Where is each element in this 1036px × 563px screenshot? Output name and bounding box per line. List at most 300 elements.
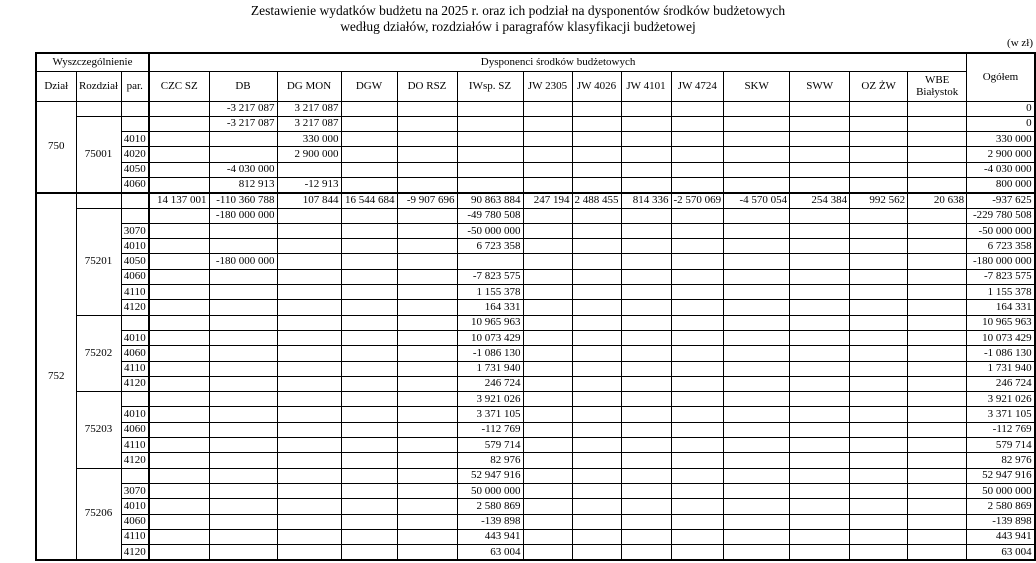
value-cell xyxy=(397,116,457,131)
value-cell xyxy=(671,499,724,514)
value-cell: 1 731 940 xyxy=(457,361,523,376)
value-cell xyxy=(908,132,967,147)
value-cell xyxy=(149,162,209,177)
value-cell xyxy=(397,514,457,529)
value-cell xyxy=(209,285,277,300)
value-cell xyxy=(908,453,967,468)
value-cell xyxy=(341,438,397,453)
table-row xyxy=(36,545,1035,560)
value-cell xyxy=(621,422,671,437)
value-cell xyxy=(209,300,277,315)
table-row xyxy=(36,300,1035,315)
value-cell xyxy=(850,422,908,437)
value-cell xyxy=(621,315,671,330)
value-cell xyxy=(908,147,967,162)
table-row xyxy=(36,193,1035,208)
value-cell xyxy=(572,147,621,162)
value-cell xyxy=(523,514,572,529)
value-cell xyxy=(341,392,397,407)
value-cell xyxy=(621,438,671,453)
value-cell xyxy=(397,361,457,376)
value-cell xyxy=(341,483,397,498)
value-cell: 443 941 xyxy=(967,529,1035,544)
paragraf-cell xyxy=(121,392,149,407)
value-cell xyxy=(790,529,850,544)
value-cell xyxy=(523,483,572,498)
value-cell xyxy=(621,132,671,147)
table-row xyxy=(36,514,1035,529)
value-cell: 63 004 xyxy=(967,545,1035,560)
value-cell xyxy=(523,162,572,177)
col-header: par. xyxy=(121,71,149,101)
value-cell: 82 976 xyxy=(967,453,1035,468)
value-cell xyxy=(908,545,967,560)
value-cell: 16 544 684 xyxy=(341,193,397,208)
value-cell xyxy=(209,422,277,437)
value-cell xyxy=(572,483,621,498)
value-cell xyxy=(850,453,908,468)
value-cell xyxy=(908,422,967,437)
value-cell xyxy=(572,438,621,453)
value-cell xyxy=(397,101,457,116)
table-row xyxy=(36,177,1035,192)
value-cell: 330 000 xyxy=(277,132,341,147)
value-cell: -3 217 087 xyxy=(209,101,277,116)
value-cell xyxy=(621,101,671,116)
value-cell xyxy=(341,101,397,116)
value-cell xyxy=(341,116,397,131)
value-cell xyxy=(724,132,790,147)
value-cell xyxy=(908,376,967,391)
value-cell: 1 155 378 xyxy=(967,285,1035,300)
value-cell xyxy=(850,392,908,407)
value-cell xyxy=(209,361,277,376)
value-cell xyxy=(621,285,671,300)
value-cell xyxy=(790,483,850,498)
value-cell xyxy=(671,392,724,407)
value-cell: 10 073 429 xyxy=(457,330,523,345)
value-cell: 246 724 xyxy=(967,376,1035,391)
value-cell xyxy=(671,269,724,284)
value-cell xyxy=(572,315,621,330)
value-cell xyxy=(523,330,572,345)
value-cell xyxy=(908,300,967,315)
table-row xyxy=(36,392,1035,407)
value-cell: -1 086 130 xyxy=(457,346,523,361)
value-cell xyxy=(523,453,572,468)
value-cell: 247 194 xyxy=(523,193,572,208)
value-cell xyxy=(621,177,671,192)
value-cell xyxy=(908,116,967,131)
value-cell xyxy=(209,269,277,284)
value-cell xyxy=(149,223,209,238)
paragraf-cell: 4050 xyxy=(121,254,149,269)
value-cell xyxy=(397,132,457,147)
paragraf-cell: 4110 xyxy=(121,438,149,453)
value-cell xyxy=(397,422,457,437)
value-cell xyxy=(908,330,967,345)
paragraf-cell: 4120 xyxy=(121,300,149,315)
value-cell xyxy=(523,361,572,376)
value-cell: -937 625 xyxy=(967,193,1035,208)
value-cell xyxy=(621,376,671,391)
value-cell xyxy=(397,468,457,483)
value-cell xyxy=(209,147,277,162)
value-cell xyxy=(277,468,341,483)
value-cell xyxy=(724,453,790,468)
value-cell xyxy=(621,239,671,254)
value-cell xyxy=(908,529,967,544)
value-cell xyxy=(149,468,209,483)
value-cell xyxy=(149,545,209,560)
paragraf-cell: 3070 xyxy=(121,483,149,498)
value-cell xyxy=(209,529,277,544)
value-cell xyxy=(523,468,572,483)
paragraf-cell: 4120 xyxy=(121,545,149,560)
value-cell: 2 900 000 xyxy=(277,147,341,162)
value-cell: 10 965 963 xyxy=(457,315,523,330)
value-cell xyxy=(724,285,790,300)
paragraf-cell: 4020 xyxy=(121,147,149,162)
paragraf-cell: 4050 xyxy=(121,162,149,177)
value-cell xyxy=(572,514,621,529)
value-cell xyxy=(572,453,621,468)
paragraf-cell: 4060 xyxy=(121,269,149,284)
value-cell: -9 907 696 xyxy=(397,193,457,208)
rozdzial-cell xyxy=(76,101,121,116)
value-cell: 82 976 xyxy=(457,453,523,468)
value-cell xyxy=(341,177,397,192)
value-cell xyxy=(790,407,850,422)
value-cell xyxy=(790,468,850,483)
value-cell xyxy=(790,177,850,192)
value-cell xyxy=(523,315,572,330)
value-cell xyxy=(671,132,724,147)
value-cell xyxy=(341,468,397,483)
value-cell xyxy=(671,254,724,269)
value-cell xyxy=(850,545,908,560)
value-cell: -139 898 xyxy=(457,514,523,529)
value-cell xyxy=(908,208,967,223)
table-row xyxy=(36,483,1035,498)
value-cell xyxy=(149,254,209,269)
rozdzial-cell xyxy=(76,193,121,208)
value-cell xyxy=(671,162,724,177)
table-row xyxy=(36,254,1035,269)
value-cell xyxy=(572,346,621,361)
value-cell xyxy=(397,223,457,238)
table-row xyxy=(36,285,1035,300)
value-cell xyxy=(209,499,277,514)
value-cell xyxy=(790,361,850,376)
value-cell xyxy=(790,330,850,345)
col-header: CZC SZ xyxy=(149,71,209,101)
value-cell xyxy=(908,239,967,254)
value-cell xyxy=(908,514,967,529)
value-cell xyxy=(908,285,967,300)
value-cell xyxy=(149,438,209,453)
value-cell xyxy=(908,269,967,284)
rozdzial-cell: 75201 xyxy=(76,208,121,315)
value-cell: 254 384 xyxy=(790,193,850,208)
value-cell xyxy=(149,147,209,162)
value-cell xyxy=(572,300,621,315)
value-cell xyxy=(341,132,397,147)
value-cell: 50 000 000 xyxy=(967,483,1035,498)
value-cell xyxy=(790,132,850,147)
value-cell xyxy=(523,499,572,514)
value-cell xyxy=(572,422,621,437)
value-cell: 992 562 xyxy=(850,193,908,208)
value-cell: 10 073 429 xyxy=(967,330,1035,345)
table-row xyxy=(36,346,1035,361)
rozdzial-cell: 75203 xyxy=(76,392,121,468)
value-cell xyxy=(572,407,621,422)
value-cell xyxy=(523,376,572,391)
col-header: JW 4026 xyxy=(572,71,621,101)
value-cell xyxy=(908,346,967,361)
value-cell xyxy=(341,208,397,223)
value-cell xyxy=(277,392,341,407)
value-cell xyxy=(277,453,341,468)
value-cell xyxy=(671,514,724,529)
value-cell: -1 086 130 xyxy=(967,346,1035,361)
value-cell xyxy=(523,208,572,223)
value-cell xyxy=(341,223,397,238)
value-cell xyxy=(572,361,621,376)
value-cell xyxy=(724,468,790,483)
value-cell xyxy=(790,208,850,223)
value-cell: -112 769 xyxy=(967,422,1035,437)
value-cell xyxy=(572,208,621,223)
value-cell xyxy=(621,392,671,407)
value-cell xyxy=(149,116,209,131)
value-cell xyxy=(724,483,790,498)
value-cell xyxy=(621,116,671,131)
value-cell xyxy=(341,453,397,468)
value-cell xyxy=(397,300,457,315)
value-cell xyxy=(523,300,572,315)
value-cell xyxy=(572,239,621,254)
value-cell xyxy=(149,177,209,192)
value-cell: 90 863 884 xyxy=(457,193,523,208)
value-cell: -229 780 508 xyxy=(967,208,1035,223)
value-cell: 52 947 916 xyxy=(967,468,1035,483)
paragraf-cell: 4060 xyxy=(121,422,149,437)
value-cell xyxy=(397,529,457,544)
value-cell xyxy=(149,514,209,529)
value-cell xyxy=(277,529,341,544)
table-row xyxy=(36,529,1035,544)
value-cell xyxy=(149,269,209,284)
table-row xyxy=(36,239,1035,254)
value-cell xyxy=(209,453,277,468)
value-cell: 107 844 xyxy=(277,193,341,208)
value-cell xyxy=(790,147,850,162)
table-row xyxy=(36,438,1035,453)
value-cell xyxy=(621,330,671,345)
value-cell xyxy=(341,514,397,529)
value-cell xyxy=(724,239,790,254)
value-cell xyxy=(149,529,209,544)
value-cell xyxy=(523,346,572,361)
value-cell xyxy=(149,407,209,422)
value-cell xyxy=(850,147,908,162)
value-cell: -110 360 788 xyxy=(209,193,277,208)
value-cell xyxy=(621,529,671,544)
value-cell xyxy=(621,254,671,269)
col-header: JW 4724 xyxy=(671,71,724,101)
value-cell xyxy=(724,300,790,315)
value-cell xyxy=(850,330,908,345)
value-cell: -3 217 087 xyxy=(209,116,277,131)
value-cell: -139 898 xyxy=(967,514,1035,529)
value-cell xyxy=(724,407,790,422)
value-cell: 3 371 105 xyxy=(967,407,1035,422)
value-cell xyxy=(850,514,908,529)
value-cell: -2 570 069 xyxy=(671,193,724,208)
paragraf-cell: 4060 xyxy=(121,346,149,361)
value-cell xyxy=(341,239,397,254)
value-cell xyxy=(209,438,277,453)
col-header: Dział xyxy=(36,71,76,101)
value-cell xyxy=(397,346,457,361)
value-cell xyxy=(790,223,850,238)
value-cell xyxy=(149,330,209,345)
value-cell: 579 714 xyxy=(967,438,1035,453)
value-cell xyxy=(397,285,457,300)
value-cell xyxy=(671,346,724,361)
value-cell xyxy=(149,346,209,361)
value-cell xyxy=(209,376,277,391)
value-cell xyxy=(209,392,277,407)
value-cell xyxy=(671,453,724,468)
table-row xyxy=(36,101,1035,116)
value-cell xyxy=(908,361,967,376)
value-cell xyxy=(341,346,397,361)
paragraf-cell: 4010 xyxy=(121,407,149,422)
value-cell xyxy=(724,392,790,407)
value-cell xyxy=(209,407,277,422)
value-cell xyxy=(671,101,724,116)
document-title xyxy=(0,0,1036,35)
value-cell xyxy=(277,422,341,437)
value-cell: 6 723 358 xyxy=(457,239,523,254)
value-cell: -4 030 000 xyxy=(967,162,1035,177)
value-cell xyxy=(572,269,621,284)
value-cell xyxy=(671,407,724,422)
rozdzial-cell: 75202 xyxy=(76,315,121,391)
value-cell xyxy=(149,422,209,437)
value-cell xyxy=(341,499,397,514)
value-cell xyxy=(724,254,790,269)
value-cell xyxy=(523,392,572,407)
value-cell: -180 000 000 xyxy=(209,208,277,223)
value-cell xyxy=(790,315,850,330)
value-cell: -50 000 000 xyxy=(967,223,1035,238)
value-cell xyxy=(572,101,621,116)
value-cell: 0 xyxy=(967,116,1035,131)
value-cell xyxy=(671,147,724,162)
paragraf-cell: 4010 xyxy=(121,132,149,147)
table-row xyxy=(36,422,1035,437)
value-cell xyxy=(149,101,209,116)
col-header: SWW xyxy=(790,71,850,101)
value-cell: 1 731 940 xyxy=(967,361,1035,376)
value-cell xyxy=(850,346,908,361)
value-cell xyxy=(850,361,908,376)
value-cell: 2 900 000 xyxy=(967,147,1035,162)
value-cell xyxy=(850,438,908,453)
col-header: DG MON xyxy=(277,71,341,101)
value-cell xyxy=(850,315,908,330)
value-cell xyxy=(671,468,724,483)
col-header: JW 2305 xyxy=(523,71,572,101)
value-cell xyxy=(850,376,908,391)
value-cell: 3 217 087 xyxy=(277,101,341,116)
col-header: WBE Białystok xyxy=(908,71,967,101)
value-cell xyxy=(621,162,671,177)
value-cell xyxy=(671,545,724,560)
col-header: SKW xyxy=(724,71,790,101)
header-row-groups xyxy=(36,53,1035,71)
paragraf-cell xyxy=(121,101,149,116)
value-cell xyxy=(277,407,341,422)
paragraf-cell: 4060 xyxy=(121,177,149,192)
value-cell xyxy=(621,483,671,498)
value-cell: 2 580 869 xyxy=(457,499,523,514)
value-cell xyxy=(621,453,671,468)
value-cell xyxy=(397,438,457,453)
value-cell xyxy=(277,514,341,529)
value-cell xyxy=(724,529,790,544)
value-cell xyxy=(277,376,341,391)
value-cell xyxy=(850,132,908,147)
value-cell: 2 580 869 xyxy=(967,499,1035,514)
unit-note: (w zł) xyxy=(1007,37,1033,49)
rozdzial-cell: 75206 xyxy=(76,468,121,560)
value-cell xyxy=(397,453,457,468)
value-cell xyxy=(850,529,908,544)
value-cell xyxy=(209,223,277,238)
value-cell xyxy=(149,285,209,300)
col-header: DB xyxy=(209,71,277,101)
value-cell xyxy=(209,239,277,254)
value-cell xyxy=(724,376,790,391)
value-cell xyxy=(277,254,341,269)
value-cell xyxy=(572,330,621,345)
value-cell xyxy=(724,147,790,162)
value-cell: 3 371 105 xyxy=(457,407,523,422)
value-cell xyxy=(790,269,850,284)
value-cell xyxy=(790,392,850,407)
table-row xyxy=(36,407,1035,422)
value-cell xyxy=(397,147,457,162)
value-cell xyxy=(457,254,523,269)
value-cell xyxy=(621,499,671,514)
table-row xyxy=(36,147,1035,162)
value-cell xyxy=(724,545,790,560)
value-cell xyxy=(523,407,572,422)
value-cell xyxy=(397,269,457,284)
value-cell: -4 030 000 xyxy=(209,162,277,177)
value-cell xyxy=(671,330,724,345)
value-cell xyxy=(341,330,397,345)
value-cell xyxy=(908,468,967,483)
value-cell xyxy=(790,101,850,116)
header-dysponenci: Dysponenci środków budżetowych xyxy=(149,53,967,71)
value-cell xyxy=(908,223,967,238)
